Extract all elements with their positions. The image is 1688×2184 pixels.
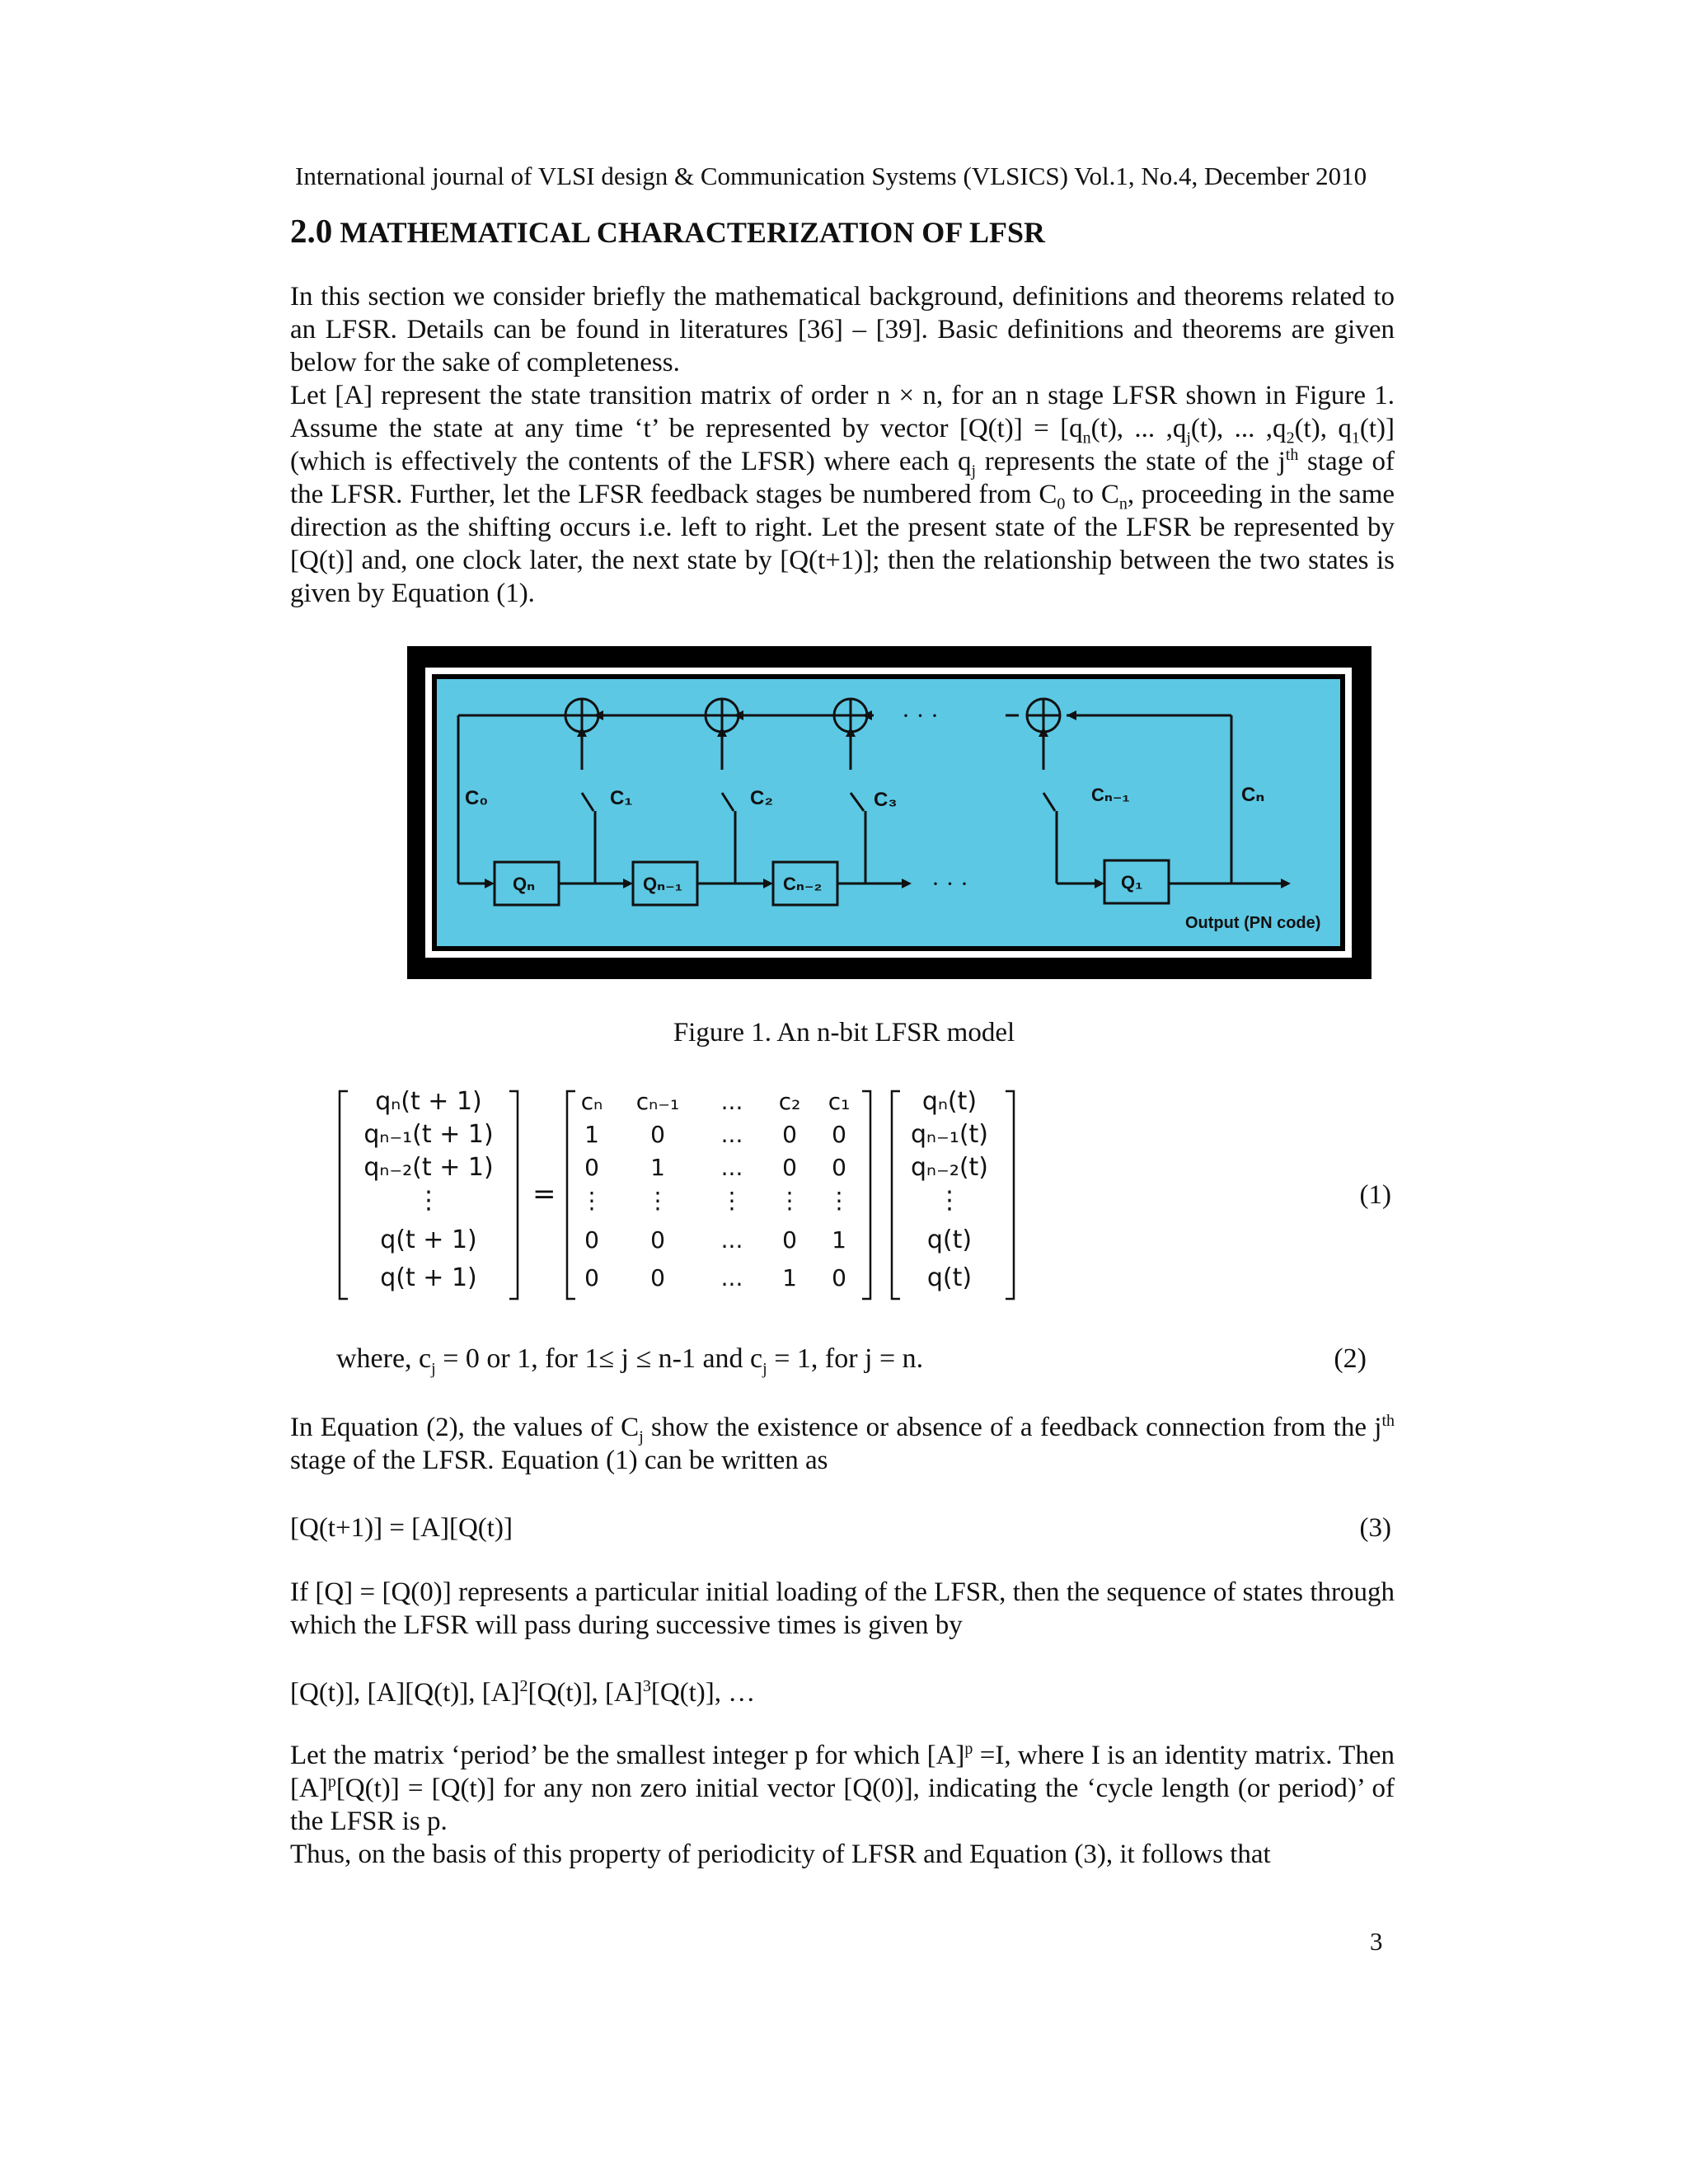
svg-text:Q₁: Q₁ bbox=[1121, 872, 1143, 893]
dots-top: · · · bbox=[902, 702, 939, 729]
matrix-entry: 1 bbox=[832, 1226, 846, 1254]
matrix-entry: c₁ bbox=[828, 1088, 851, 1115]
matrix-entry: 0 bbox=[832, 1264, 846, 1291]
intro-paragraph-2: Let [A] represent the state transition matrix of order n × n, for an n stage LFSR shown in Figure 1. Assume the state at any time ‘t’ be represented by vector $[Q(t)] = [q_n(t)$, ... $,q_j(t)$, ... $,q_2(t)$, $q_1(t)$] (which is effectively the contents of the LFSR) where each $q_j$ represents the state of the $j^{th}$ stage of the LFSR. Further, let the LFSR feedback stages be numbered from $C_0$ to $C_n$, proceeding in the same direction as the shifting occurs i.e. left to right. Let the present state of the LFSR be represented by [Q(t)] and, one clock later, the next state by [Q(t+1)]; then the relationship between the two states is given by Equation (1). bbox=[290, 381, 1395, 608]
matrix-entry: 0 bbox=[650, 1121, 665, 1148]
dots-bottom: · · · bbox=[931, 870, 968, 898]
rhs-entry: ⋮ bbox=[937, 1186, 962, 1215]
matrix-entry: 0 bbox=[584, 1264, 599, 1291]
matrix-entry: 1 bbox=[584, 1121, 599, 1148]
label-c1: C₁ bbox=[610, 787, 633, 809]
rhs-entry: qₙ₋₁(t) bbox=[910, 1120, 989, 1149]
output-label: Output (PN code) bbox=[1185, 914, 1321, 932]
paragraph-3: In Equation (2), the values of $C_j$ show the existence or absence of a feedback connection from the $j^{th}$ stage of the LFSR. Equation (1) can be written as bbox=[290, 1412, 1395, 1475]
matrix-entry: ⋮ bbox=[828, 1187, 851, 1214]
matrix-entry: ⋮ bbox=[646, 1187, 669, 1214]
matrix-entry: 1 bbox=[650, 1154, 665, 1181]
paragraph-4: If [Q] = [Q(0)] represents a particular initial loading of the LFSR, then the sequence of states through which the LFSR will pass during successive times is given by bbox=[290, 1577, 1395, 1640]
label-c2: C₂ bbox=[750, 787, 773, 809]
matrix-entry: 0 bbox=[832, 1121, 846, 1148]
label-cn-1: Cₙ₋₁ bbox=[1091, 785, 1130, 805]
rhs-entry: q(t) bbox=[926, 1226, 973, 1254]
svg-text:Qₙ₋₁: Qₙ₋₁ bbox=[643, 874, 682, 894]
section-title: MATHEMATICAL CHARACTERIZATION OF LFSR bbox=[340, 216, 1045, 249]
equation-2-number: (2) bbox=[1334, 1343, 1367, 1374]
label-c0: C₀ bbox=[465, 787, 489, 809]
label-cn: Cₙ bbox=[1241, 784, 1265, 806]
matrix-entry: ... bbox=[720, 1088, 743, 1115]
lhs-entry: qₙ₋₁(t + 1) bbox=[363, 1120, 494, 1149]
matrix-entry: ⋮ bbox=[580, 1187, 603, 1214]
matrix-entry: 0 bbox=[782, 1226, 797, 1254]
matrix-entry: ... bbox=[720, 1264, 743, 1291]
matrix-entry: ... bbox=[720, 1226, 743, 1254]
matrix-entry: cₙ bbox=[580, 1088, 603, 1115]
matrix-entry: 0 bbox=[832, 1154, 846, 1181]
section-number: 2.0 bbox=[290, 212, 333, 250]
rhs-entry: qₙ₋₂(t) bbox=[910, 1153, 989, 1182]
matrix-entry: ... bbox=[720, 1121, 743, 1148]
intro-text bbox=[290, 280, 1395, 610]
equation-1 bbox=[336, 1080, 1029, 1310]
matrix-entry: 0 bbox=[584, 1154, 599, 1181]
matrix-entry: cₙ₋₁ bbox=[635, 1088, 680, 1115]
matrix-entry: 0 bbox=[650, 1226, 665, 1254]
lhs-entry: q(t + 1) bbox=[380, 1226, 477, 1254]
matrix-entry: ⋮ bbox=[720, 1187, 743, 1214]
figure-caption: Figure 1. An n-bit LFSR model bbox=[673, 1018, 1015, 1047]
matrix-entry: c₂ bbox=[778, 1088, 801, 1115]
rhs-entry: qₙ(t) bbox=[921, 1087, 978, 1116]
equals-sign: = bbox=[532, 1178, 556, 1211]
lhs-entry: q(t + 1) bbox=[380, 1263, 477, 1292]
equation-3-number: (3) bbox=[1359, 1513, 1391, 1543]
matrix-entry: 0 bbox=[650, 1264, 665, 1291]
figure-background bbox=[437, 679, 1340, 946]
lhs-entry: qₙ(t + 1) bbox=[375, 1087, 482, 1116]
equation-3: [Q(t+1)] = [A][Q(t)] (3) bbox=[290, 1513, 1391, 1543]
svg-text:Qₙ: Qₙ bbox=[513, 874, 536, 894]
matrix-entry: 0 bbox=[584, 1226, 599, 1254]
paragraph-5: Let the matrix ‘period’ be the smallest integer p for which $[A]^p =I$, where I is an identity matrix. Then $[A]^p[Q(t)] = [Q(t)]$ for any non zero initial vector [Q(0)], indicating the ‘cycle length (or period)’ of the LFSR is p. Thus, on the basis of this property of periodicity of LFSR and Equation (3), it follows that bbox=[290, 1740, 1395, 1869]
state-sequence: [Q(t)], [A][Q(t)], $[A]^2[Q(t)]$, $[A]^3[Q(t)]$, … bbox=[290, 1677, 756, 1708]
equation-1-matrix bbox=[336, 1080, 1029, 1310]
matrix-entry: ⋮ bbox=[778, 1187, 801, 1214]
equation-1-number: (1) bbox=[1359, 1180, 1391, 1210]
matrix-entry: ... bbox=[720, 1154, 743, 1181]
lfsr-diagram bbox=[407, 646, 1372, 979]
label-c3: C₃ bbox=[874, 789, 898, 811]
matrix-entry: 0 bbox=[782, 1121, 797, 1148]
svg-text:Cₙ₋₂: Cₙ₋₂ bbox=[783, 874, 823, 894]
section-heading bbox=[290, 211, 1045, 251]
intro-paragraph-1: In this section we consider briefly the mathematical background, definitions and theorems related to an LFSR. Details can be found in literatures [36] – [39]. Basic definitions and theorems are given below for the sake of completeness. bbox=[290, 282, 1395, 377]
matrix-entry: 1 bbox=[782, 1264, 797, 1291]
running-head: International journal of VLSI design & Communication Systems (VLSICS) Vol.1, No.4, December 2010 bbox=[295, 162, 1367, 190]
lhs-entry: qₙ₋₂(t + 1) bbox=[363, 1153, 494, 1182]
lhs-entry: ⋮ bbox=[416, 1186, 441, 1215]
rhs-entry: q(t) bbox=[926, 1263, 973, 1292]
lfsr-figure bbox=[407, 646, 1372, 979]
page-number: 3 bbox=[1370, 1927, 1383, 1956]
matrix-entry: 0 bbox=[782, 1154, 797, 1181]
equation-2: where, $c_j = 0$ or 1, for 1≤ j ≤ n-1 and $c_j = 1$, for j = n. (2) bbox=[336, 1343, 1367, 1378]
